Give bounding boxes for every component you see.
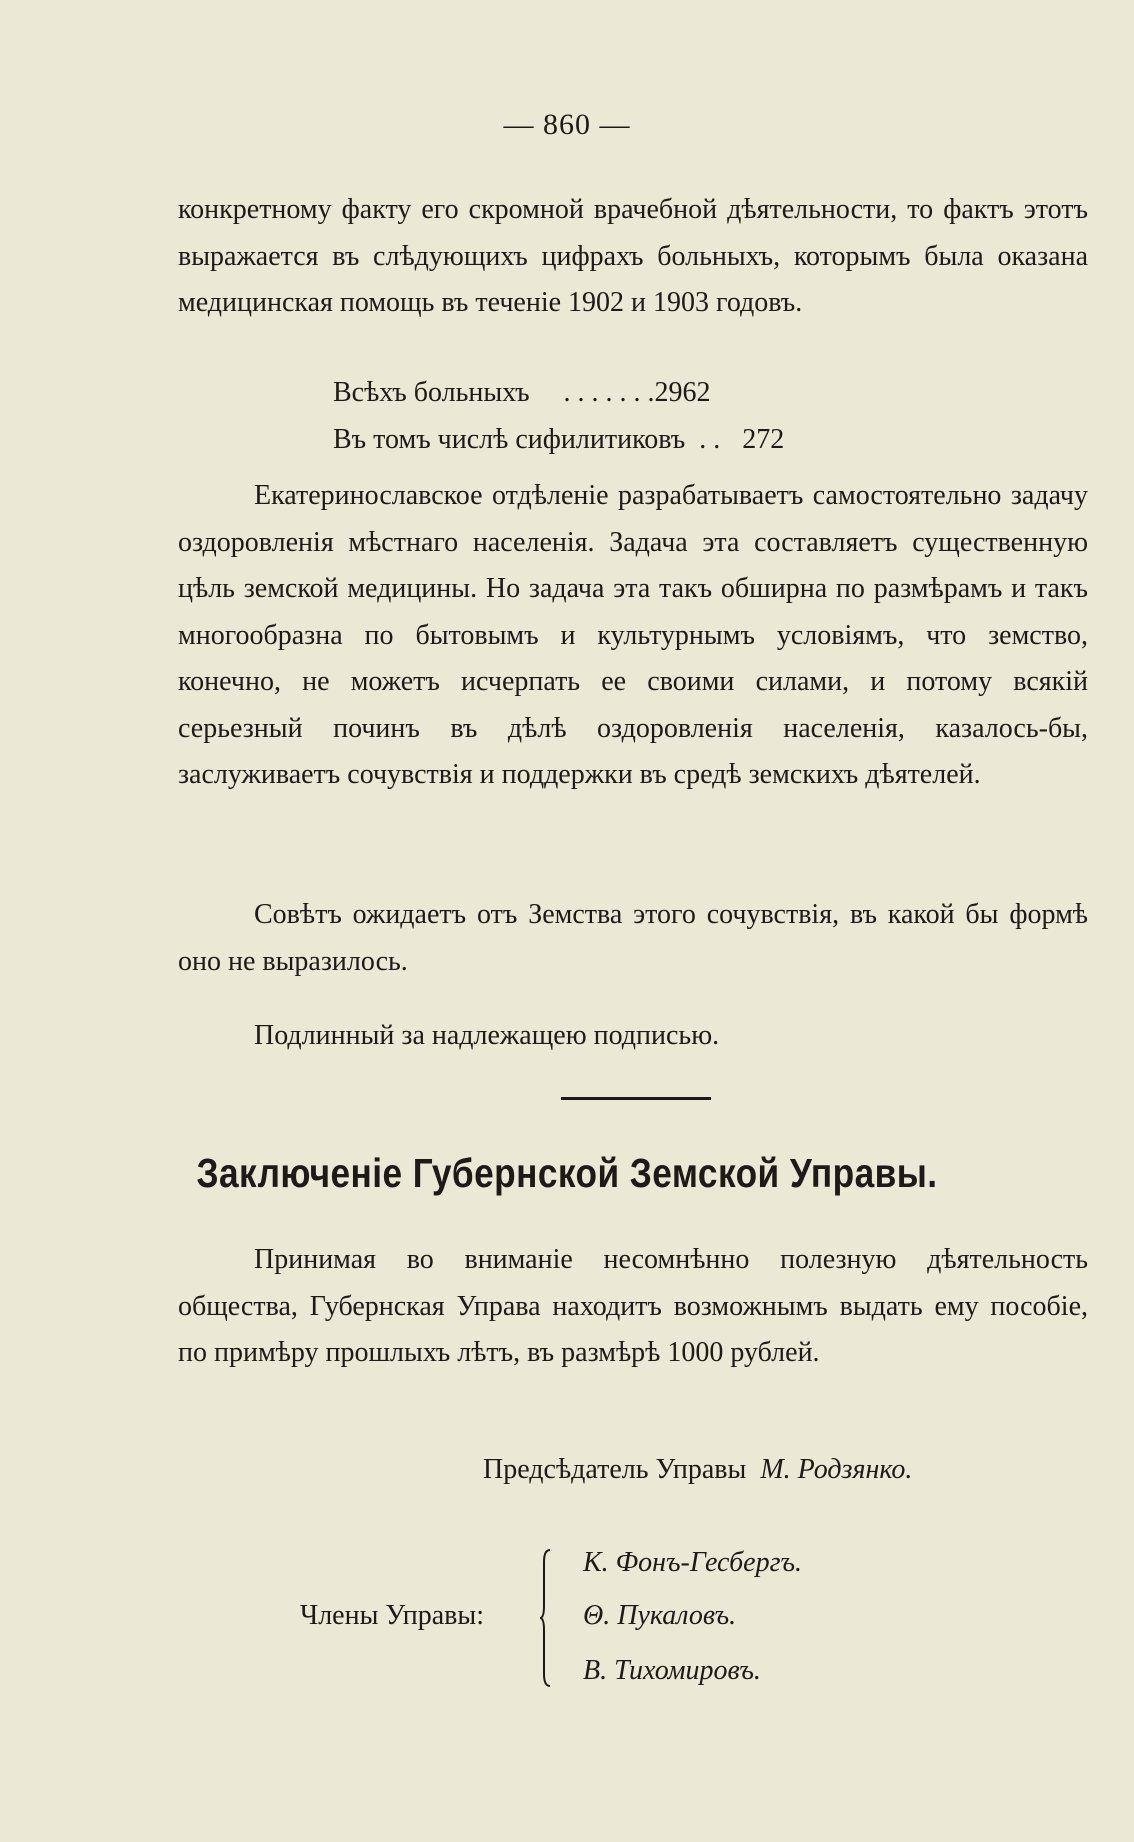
chairman-name: М. Родзянко. <box>760 1454 913 1485</box>
paragraph-original <box>178 1013 1088 1060</box>
chairman-signature <box>483 1454 912 1486</box>
stat-total-value: 2962 <box>654 377 711 408</box>
page-number: — 860 — <box>503 108 631 141</box>
section-divider <box>561 1097 711 1100</box>
stat-total-dots: . . . . . . . <box>563 377 655 408</box>
paragraph-text: Подлинный за надлежащею подписью. <box>254 1020 720 1051</box>
brace-icon <box>540 1548 552 1688</box>
member-name: К. Фонъ-Гесбергъ. <box>583 1547 803 1578</box>
stat-syph-label: Въ томъ числѣ сифилитиковъ <box>333 424 686 455</box>
chairman-title: Предсѣдатель Управы <box>483 1454 747 1485</box>
members-label: Члены Управы: <box>300 1600 484 1631</box>
paragraph-council <box>178 892 1088 985</box>
member-name: Θ. Пукаловъ. <box>583 1600 737 1631</box>
section-heading: Заключеніе Губернской Земской Управы. <box>196 1150 938 1196</box>
stat-syph-value: 272 <box>742 424 785 455</box>
stat-row-syphilis <box>333 424 784 456</box>
paragraph-text: Совѣтъ ожидаетъ отъ Земства этого сочувствія, въ какой бы формѣ оно не выразилось. <box>178 899 1088 977</box>
stat-total-label: Всѣхъ больныхъ <box>333 377 530 408</box>
paragraph-text: Принимая во вниманіе несомнѣнно полезную дѣятельность общества, Губернская Управа находитъ возможнымъ выдать ему пособіе, по примѣру прошлыхъ лѣтъ, въ размѣрѣ 1000 рублей. <box>178 1244 1088 1368</box>
paragraph-patient-figures <box>178 187 1088 327</box>
stat-row-total <box>333 377 711 409</box>
paragraph-conclusion <box>178 1237 1088 1377</box>
paragraph-text: Екатеринославское отдѣленіе разрабатываетъ самостоятельно задачу оздоровленія мѣстнаго населенія. Задача эта составляетъ существенную цѣль земской медицины. Но задача эта такъ обширна по размѣрамъ и такъ многообразна по бытовымъ и культурнымъ условіямъ, что земство, конечно, не можетъ исчерпать ее своими силами, и потому всякій серьезный починъ въ дѣлѣ оздоровленія населенія, казалось-бы, заслуживаетъ сочувствія и поддержки въ средѣ земскихъ дѣятелей. <box>178 480 1088 790</box>
paragraph-ekaterinoslav <box>178 473 1088 799</box>
paragraph-text: конкретному факту его скромной врачебной дѣятельности, то фактъ этотъ выражается въ слѣдующихъ цифрахъ больныхъ, которымъ была оказана медицинская помощь въ теченіе 1902 и 1903 годовъ. <box>178 194 1088 318</box>
member-name: В. Тихомировъ. <box>583 1655 761 1686</box>
stat-syph-dots: . . <box>699 424 721 455</box>
